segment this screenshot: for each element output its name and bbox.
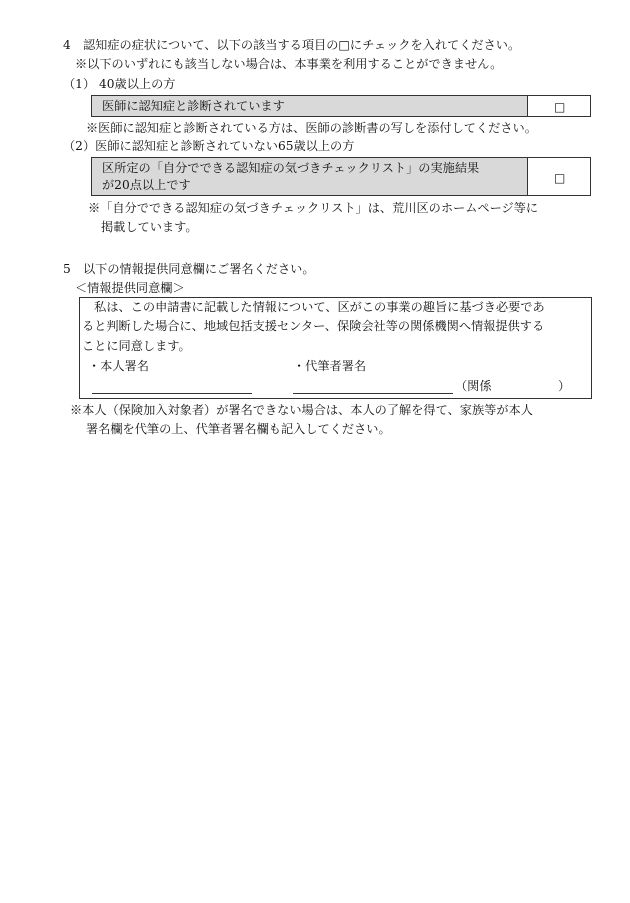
item1-note: ※医師に認知症と診断されている方は、医師の診断書の写しを添付してください。 bbox=[86, 121, 537, 135]
item1-label: 医師に認知症と診断されています bbox=[102, 99, 285, 113]
relation-open: （関係 bbox=[455, 379, 492, 393]
item2-label-line2: が20点以上です bbox=[102, 178, 191, 192]
consent-box-title: ＜情報提供同意欄＞ bbox=[75, 281, 185, 295]
consent-text-line3: ことに同意します。 bbox=[82, 339, 191, 353]
item2-heading: （2）医師に認知症と診断されていない65歳以上の方 bbox=[63, 139, 355, 153]
proxy-sign-field[interactable] bbox=[293, 393, 453, 394]
item2-note-line1: ※「自分でできる認知症の気づきチェックリスト」は、荒川区のホームページ等に bbox=[88, 201, 539, 215]
item2-checkbox[interactable]: □ bbox=[554, 171, 566, 185]
relation-close: ） bbox=[558, 379, 571, 393]
item2-checkbox-cell[interactable] bbox=[527, 157, 591, 196]
item1-checkbox[interactable]: □ bbox=[554, 100, 566, 114]
item1-heading: （1） 40歳以上の方 bbox=[63, 77, 176, 91]
section5-note-line1: ※本人（保険加入対象者）が署名できない場合は、本人の了解を得て、家族等が本人 bbox=[70, 403, 533, 417]
proxy-sign-label: ・代筆者署名 bbox=[293, 359, 367, 373]
section5-note-line2: 署名欄を代筆の上、代筆者署名欄も記入してください。 bbox=[86, 422, 391, 436]
item1-checkbox-cell[interactable] bbox=[527, 95, 591, 117]
section4-title: 4 認知症の症状について、以下の該当する項目の□にチェックを入れてください。 bbox=[63, 38, 521, 52]
item1-label-cell bbox=[91, 95, 528, 117]
item2-label-line1: 区所定の「自分でできる認知症の気づきチェックリスト」の実施結果 bbox=[102, 161, 480, 175]
item2-label-cell bbox=[91, 157, 528, 196]
section4-note: ※以下のいずれにも該当しない場合は、本事業を利用することができません。 bbox=[75, 57, 503, 71]
relation-field[interactable] bbox=[500, 378, 556, 395]
self-sign-label: ・本人署名 bbox=[88, 359, 149, 373]
self-sign-field[interactable] bbox=[92, 393, 252, 394]
item2-note-line2: 掲載しています。 bbox=[101, 220, 198, 234]
consent-box bbox=[79, 297, 592, 399]
consent-text-line2: ると判断した場合に、地域包括支援センター、保険会社等の関係機関へ情報提供する bbox=[82, 319, 545, 333]
consent-text-line1: 私は、この申請書に記載した情報について、区がこの事業の趣旨に基づき必要であ bbox=[82, 300, 545, 314]
section5-title: 5 以下の情報提供同意欄にご署名ください。 bbox=[63, 262, 315, 276]
